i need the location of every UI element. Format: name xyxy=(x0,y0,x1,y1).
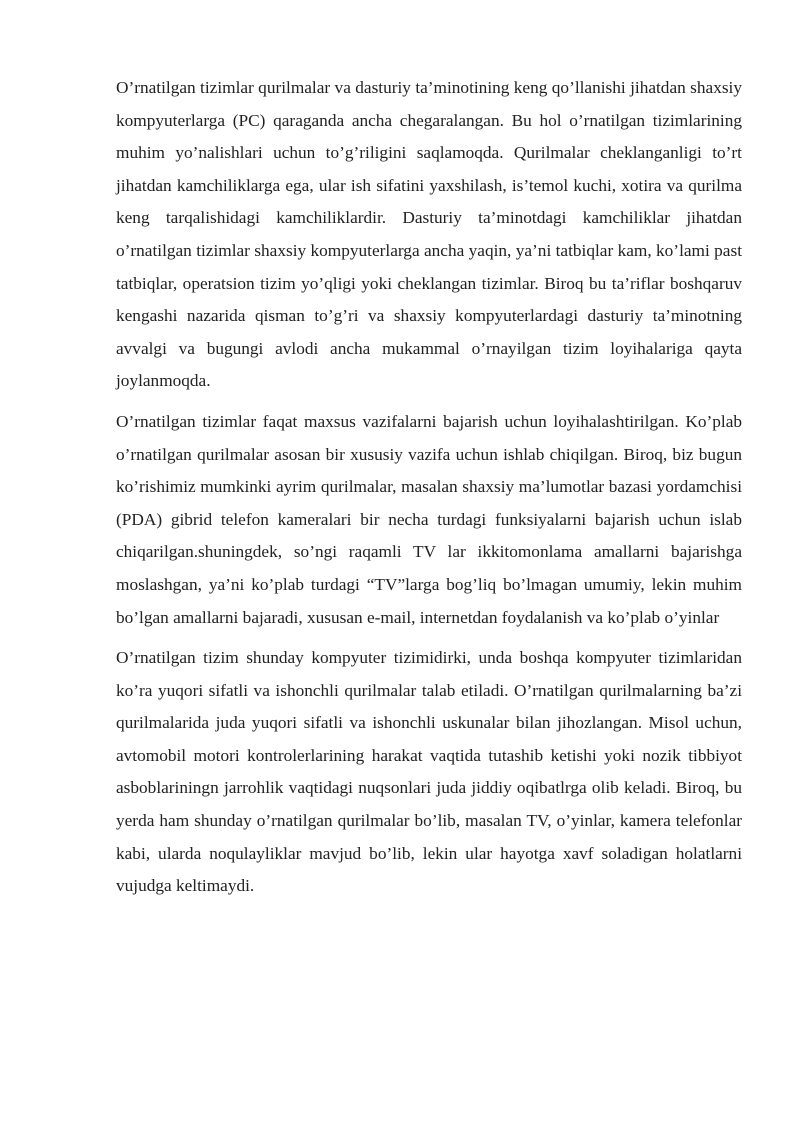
paragraph-3: O’rnatilgan tizim shunday kompyuter tizimidirki, unda boshqa kompyuter tizimlaridan ko’ra yuqori sifatli va ishonchli qurilmalar talab etiladi. O’rnatilgan qurilmalarning ba’zi qurilmalarida juda yuqori sifatli va ishonchli uskunalar bilan jihozlangan. Misol uchun, avtomobil motori kontrolerlarining harakat vaqtida tutashib ketishi yoki nozik tibbiyot asboblariningn jarrohlik vaqtidagi nuqsonlari juda jiddiy oqibatlrga olib keladi. Biroq, bu yerda ham shunday o’rnatilgan qurilmalar bo’lib, masalan TV, o’yinlar, kamera telefonlar kabi, ularda noqulayliklar mavjud bo’lib, lekin ular hayotga xavf soladigan holatlarni vujudga keltimaydi. xyxy=(116,648,742,896)
paragraph-2: O’rnatilgan tizimlar faqat maxsus vazifalarni bajarish uchun loyihalashtirilgan. Ko’plab o’rnatilgan qurilmalar asosan bir xususiy vazifa uchun ishlab chiqilgan. Biroq, biz bugun ko’rishimiz mumkinki ayrim qurilmalar, masalan shaxsiy ma’lumotlar bazasi yordamchisi (PDA) gibrid telefon kameralari bir necha turdagi funksiyalarni bajarish uchun islab chiqarilgan.shuningdek, so’ngi raqamli TV lar ikkitomonlama amallarni bajarishga moslashgan, ya’ni ko’plab turdagi “TV”larga bog’liq bo’lmagan umumiy, lekin muhim bo’lgan amallarni bajaradi, xususan e-mail, internetdan foydalanish va ko’plab o’yinlar xyxy=(116,411,742,627)
paragraph-1: O’rnatilgan tizimlar qurilmalar va dasturiy ta’minotining keng qo’llanishi jihatdan shaxsiy kompyuterlarga (PC) qaraganda ancha chegaralangan. Bu hol o’rnatilgan tizimlarining muhim yo’nalishlari uchun to’g’riligini saqlamoqda. Qurilmalar cheklanganligi to’rt jihatdan kamchiliklarga ega, ular ish sifatini yaxshilash, is’temol kuchi, xotira va qurilma keng tarqalishidagi kamchiliklardir. Dasturiy ta’minotdagi kamchiliklar jihatdan o’rnatilgan tizimlar shaxsiy kompyuterlarga ancha yaqin, ya’ni tatbiqlar kam, ko’lami past tatbiqlar, operatsion tizim yo’qligi yoki cheklangan tizimlar. Biroq bu ta’riflar boshqaruv kengashi nazarida qisman to’g’ri va shaxsiy kompyuterlardagi dasturiy ta’minotning avvalgi va bugungi avlodi ancha mukammal o’rnayilgan tizim loyihalariga qayta joylanmoqda. xyxy=(116,78,742,391)
document-page xyxy=(116,72,742,911)
